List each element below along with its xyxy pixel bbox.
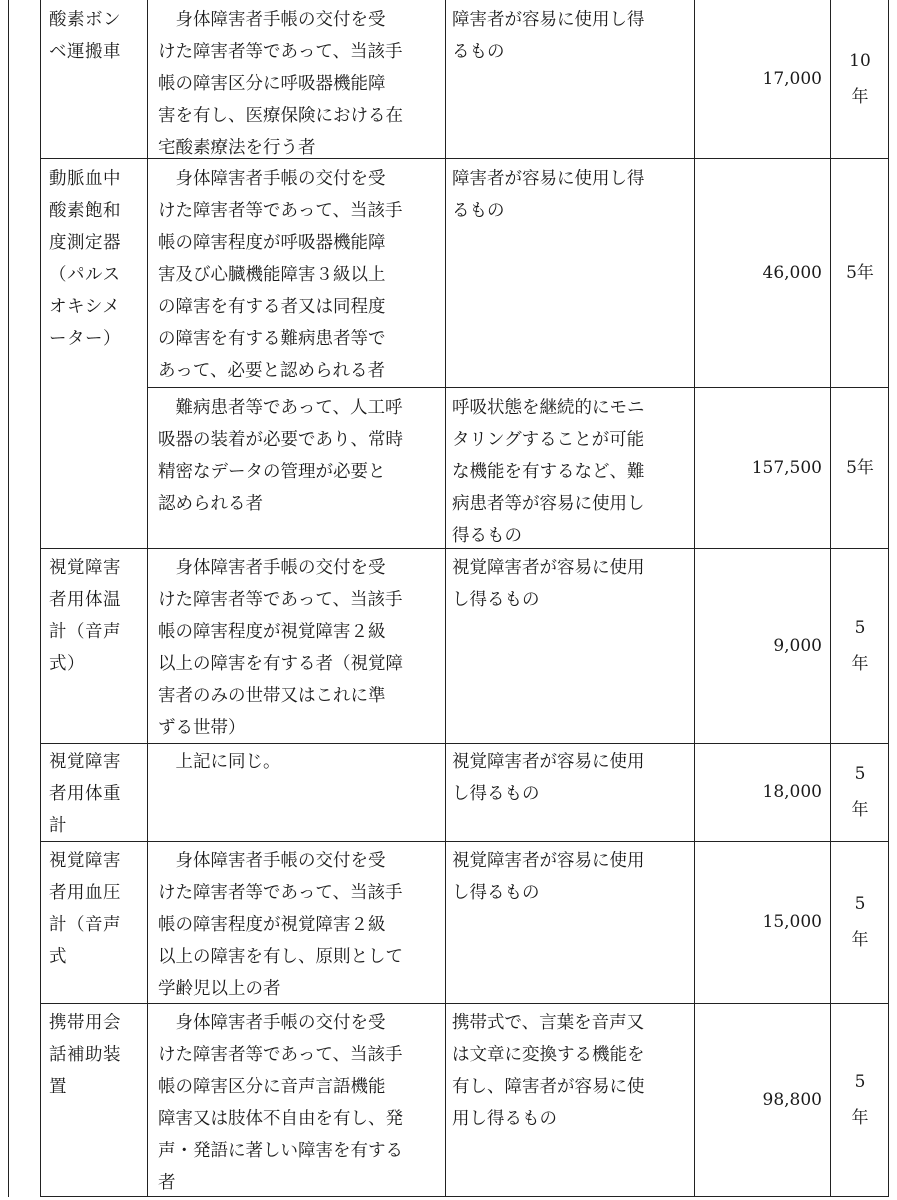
column-divider xyxy=(147,0,148,1197)
spec-text: 障害者が容易に使用し得 るもの xyxy=(452,169,645,221)
spec-text: 視覚障害者が容易に使用 し得るもの xyxy=(452,752,645,804)
durable-years: 5年 xyxy=(846,457,874,478)
table-border-left xyxy=(8,0,9,1197)
eligibility-text: 身体障害者手帳の交付を受 けた障害者等であって、当該手 帳の障害区分に音声言語機能 障害又は肢体不自由を有し、発 声・発語に著しい障害を有する 者 xyxy=(158,1013,403,1193)
durable-years: 5年 xyxy=(846,262,874,283)
eligibility-text: 身体障害者手帳の交付を受 けた障害者等であって、当該手 帳の障害区分に呼吸器機能障 害を有し、医療保険における在 宅酸素療法を行う者 xyxy=(158,10,403,158)
column-divider xyxy=(830,0,831,1197)
item-name: 酸素ボン ベ運搬車 xyxy=(49,10,121,62)
table-border-right xyxy=(888,0,889,1197)
price-value: 9,000 xyxy=(773,635,822,656)
item-name: 動脈血中 酸素飽和 度測定器 （パルス オキシメ ーター） xyxy=(49,169,121,349)
eligibility-text: 上記に同じ。 xyxy=(175,752,281,772)
eligibility-text: 身体障害者手帳の交付を受 けた障害者等であって、当該手 帳の障害程度が呼吸器機能障 害及び心臓機能障害３級以上 の障害を有する者又は同程度 の障害を有する難病患者等で あって、必要と認められる者 xyxy=(158,169,403,381)
item-name: 視覚障害 者用体温 計（音声 式） xyxy=(49,558,121,674)
eligibility-text: 身体障害者手帳の交付を受 けた障害者等であって、当該手 帳の障害程度が視覚障害２級 以上の障害を有する者（視覚障 害者のみの世帯又はこれに準 ずる世帯） xyxy=(158,558,403,738)
column-divider xyxy=(694,0,695,1197)
durable-years: 5 年 xyxy=(851,1071,869,1128)
eligibility-text: 難病患者等であって、人工呼 吸器の装着が必要であり、常時 精密なデータの管理が必要と 認められる者 xyxy=(158,398,403,514)
spec-text: 携帯式で、言葉を音声又 は文章に変換する機能を 有し、障害者が容易に使 用し得るもの xyxy=(452,1013,645,1129)
spec-text: 呼吸状態を継続的にモニ タリングすることが可能 な機能を有するなど、難 病患者等が容易に使用し 得るもの xyxy=(452,398,645,546)
spec-text: 障害者が容易に使用し得 るもの xyxy=(452,10,645,62)
column-divider xyxy=(40,0,41,1197)
spec-text: 視覚障害者が容易に使用 し得るもの xyxy=(452,851,645,903)
price-value: 17,000 xyxy=(762,69,822,89)
price-value: 157,500 xyxy=(751,457,822,478)
eligibility-text: 身体障害者手帳の交付を受 けた障害者等であって、当該手 帳の障害程度が視覚障害２級 以上の障害を有し、原則として 学齢児以上の者 xyxy=(158,851,403,999)
price-value: 98,800 xyxy=(762,1089,822,1110)
item-name: 視覚障害 者用血圧 計（音声 式 xyxy=(49,851,121,967)
durable-years: 10 年 xyxy=(849,51,871,107)
column-divider xyxy=(445,0,446,1197)
price-value: 15,000 xyxy=(762,912,822,932)
item-name: 携帯用会 話補助装 置 xyxy=(49,1013,121,1097)
price-value: 18,000 xyxy=(762,782,822,802)
durable-years: 5 年 xyxy=(851,617,869,674)
durable-years: 5 年 xyxy=(851,894,869,950)
item-name: 視覚障害 者用体重 計 xyxy=(49,752,121,836)
price-value: 46,000 xyxy=(762,262,822,283)
spec-text: 視覚障害者が容易に使用 し得るもの xyxy=(452,558,645,610)
durable-years: 5 年 xyxy=(851,764,869,820)
